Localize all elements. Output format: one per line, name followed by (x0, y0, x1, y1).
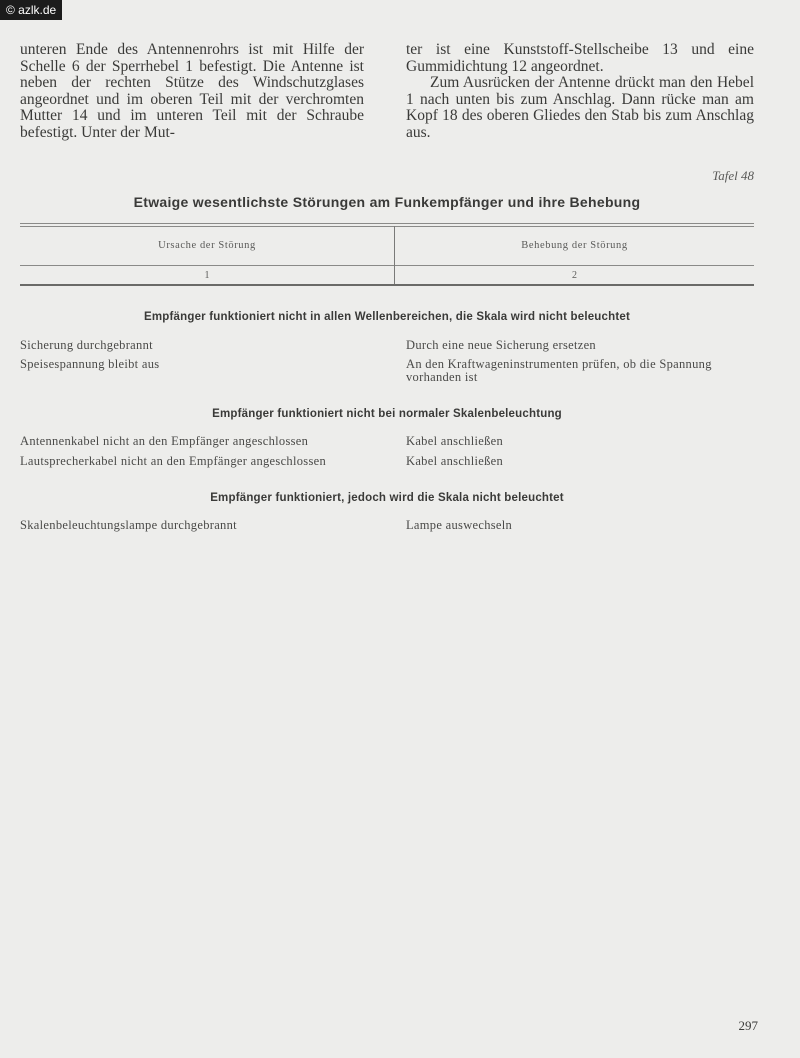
column-header-fix: Behebung der Störung (521, 240, 628, 251)
cause-cell: Antennenkabel nicht an den Empfänger angeschlossen (20, 434, 309, 448)
section-heading: Empfänger funktioniert nicht in allen Wellenbereichen, die Skala wird nicht beleuchtet (143, 311, 631, 323)
text-column-right (406, 42, 754, 141)
cause-cell: Skalenbeleuchtungslampe durchgebrannt (20, 518, 237, 532)
fix-cell: Kabel anschließen (406, 454, 504, 468)
fix-cell: Kabel anschließen (406, 434, 504, 448)
fix-cell: Durch eine neue Sicherung ersetzen (406, 338, 596, 352)
text-column-left (20, 42, 364, 141)
paragraph: unteren Ende des Antennenrohrs ist mit Hilfe der Schelle 6 der Sperrhebel 1 befestigt. Die Antenne ist neben der rechten Stütze des Windschutzglases angeordnet und im oberen Teil mit der verchromten Mutter 14 und im unteren Teil mit der Schraube befestigt. Unter der Mut- (20, 41, 364, 141)
column-header-cause: Ursache der Störung (158, 240, 256, 251)
table-title: Etwaige wesentlichste Störungen am Funkempfänger und ihre Behebung (133, 194, 641, 210)
section-heading: Empfänger funktioniert, jedoch wird die Skala nicht beleuchtet (210, 492, 564, 504)
table-rule (20, 223, 754, 224)
table-rule (20, 226, 754, 227)
fix-cell: Lampe auswechseln (406, 518, 513, 532)
page-number: 297 (738, 1018, 758, 1033)
watermark: © azlk.de (0, 0, 62, 20)
table-rule (20, 284, 754, 286)
cause-cell: Sicherung durchgebrannt (20, 338, 153, 352)
column-number: 1 (204, 270, 210, 281)
cause-cell: Speisespannung bleibt aus (20, 357, 160, 371)
paragraph: ter ist eine Kunststoff-Stellscheibe 13 und eine Gummidichtung 12 angeordnet. (406, 41, 754, 75)
paragraph: Zum Ausrücken der Antenne drückt man den Hebel 1 nach unten bis zum Anschlag. Dann rücke man am Kopf 18 des oberen Gliedes den Stab bis zum Anschlag aus. (406, 74, 754, 141)
section-heading: Empfänger funktioniert nicht bei normaler Skalenbeleuchtung (212, 408, 562, 420)
cause-cell: Lautsprecherkabel nicht an den Empfänger angeschlossen (20, 454, 327, 468)
fix-cell: An den Kraftwageninstrumenten prüfen, ob die Spannung vorhanden ist (406, 357, 712, 384)
table-rule (20, 265, 754, 266)
column-number: 2 (572, 270, 577, 281)
table-label: Tafel 48 (712, 168, 754, 183)
